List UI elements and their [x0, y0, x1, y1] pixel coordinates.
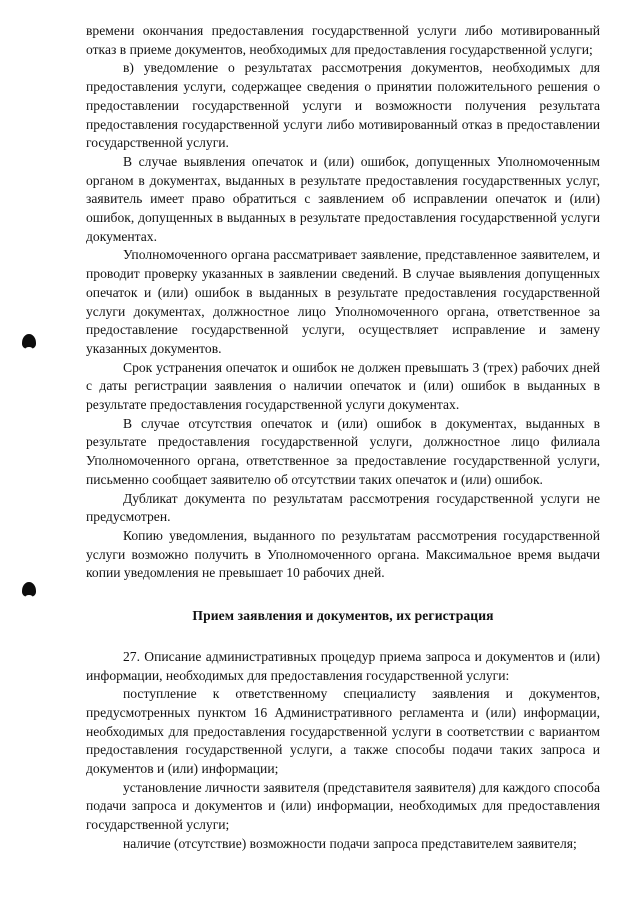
paragraph-typo-detection: В случае выявления опечаток и (или) ошибок, допущенных Уполномоченным органом в документах, выданных в результате предоставления государственных услуг, заявитель имеет право обратиться с заявлением об исправлении опечаток и (или) ошибок, допущенных в выданных в результате предоставления государственной услуги документах. [86, 153, 600, 244]
paragraph-correction-deadline: Срок устранения опечаток и ошибок не должен превышать 3 (трех) рабочих дней с даты регистрации заявления о наличии опечаток и (или) ошибок в выданных в результате предоставления государственной услуги документах. [86, 359, 600, 413]
paragraph-notification-results: в) уведомление о результатах рассмотрения документов, необходимых для предоставления услуги, содержащее сведения о принятии положительного решения о предоставлении государственной услуги и возможности получения результата предоставления государственной услуги либо мотивированный отказ в предоставлении государственной услуги. [86, 60, 600, 151]
binder-hole-mark-bottom [22, 582, 36, 597]
paragraph-duplicate: Дубликат документа по результатам рассмотрения государственной услуги не предусмотрен. [86, 490, 600, 525]
paragraph-notification-copy: Копию уведомления, выданного по результатам рассмотрения государственной услуги возможно получить в Уполномоченного органа. Максимальное время выдачи копии уведомления не превышает 10 рабочих дней. [86, 527, 600, 581]
paragraph-submission: поступление к ответственному специалисту заявления и документов, предусмотренных пунктом 16 Административного регламента и (или) информации, необходимых для предоставления государственной услуги в соответствии с вариантом предоставления государственной услуги, а также способы подачи таких запроса и документов и (или) информации; [86, 686, 600, 777]
paragraph-representative: наличие (отсутствие) возможности подачи запроса представителем заявителя; [123, 835, 577, 851]
paragraph-continuation: времени окончания предоставления государственной услуги либо мотивированный отказ в приеме документов, необходимых для предоставления государственной услуги; [86, 23, 600, 57]
paragraph-authority-review: Уполномоченного органа рассматривает заявление, представленное заявителем, и проводит проверку указанных в заявлении сведений. В случае выявления допущенных опечаток и (или) ошибок в выданных в результате предоставления государственной услуги документах, должностное лицо Уполномоченного органа, ответственное за предоставление государственной услуги, осуществляет исправление и замену указанных документов. [86, 247, 600, 356]
document-page [86, 22, 600, 854]
paragraph-item-27: 27. Описание административных процедур приема запроса и документов и (или) информации, необходимых для предоставления государственной услуги: [86, 648, 600, 683]
section-heading: Прием заявления и документов, их регистрация [192, 608, 494, 624]
binder-hole-mark-top [22, 334, 36, 349]
paragraph-identity: установление личности заявителя (представителя заявителя) для каждого способа подачи запроса и документов и (или) информации, необходимых для предоставления государственной услуги; [86, 779, 600, 833]
paragraph-no-typos-found: В случае отсутствия опечаток и (или) ошибок в документах, выданных в результате предоставления государственной услуги, должностное лицо филиала Уполномоченного органа, ответственное за предоставление государственной услуги, письменно сообщает заявителю об отсутствии таких опечаток и (или) ошибок. [86, 415, 600, 487]
